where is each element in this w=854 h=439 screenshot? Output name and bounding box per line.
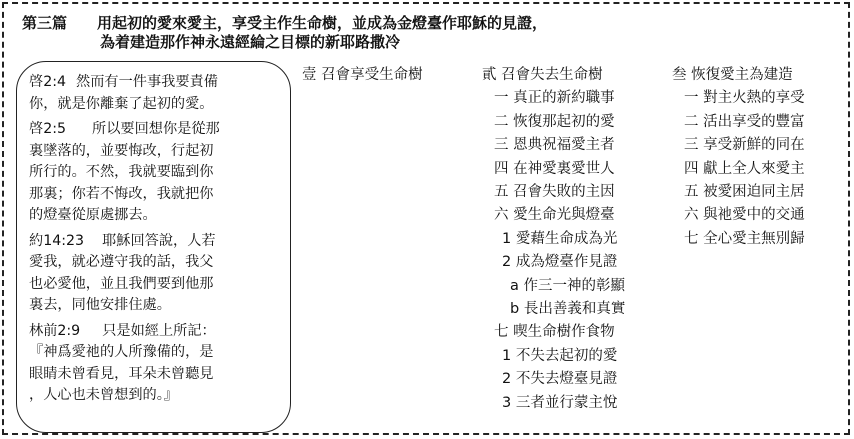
outline-subitem: 1 不失去起初的愛	[502, 347, 618, 364]
verse-text: 然而有一件事我要責備	[76, 74, 218, 90]
verse-1cor-2-9	[29, 321, 290, 407]
verse-rev-2-5	[29, 119, 290, 227]
outline-item: 一 真正的新約職事	[494, 90, 615, 107]
verse-text: 你，就是你離棄了起初的愛。	[29, 95, 214, 112]
verse-text: 只是如經上所記：	[102, 322, 216, 339]
outline-item: 三 恩典祝福愛主者	[494, 137, 615, 154]
outline-subitem: 3 三者並行蒙主悅	[502, 394, 618, 411]
verse-john-14-23	[29, 231, 290, 317]
verse-text: 所以要回想你是從那	[92, 121, 220, 137]
verse-text: 所行的。不然，我就要臨到你	[29, 164, 214, 180]
verse-text: 愛我，就必遵守我的話，我父	[29, 254, 214, 270]
verse-text: 裏墜落的，並要悔改，行起初	[29, 142, 214, 159]
outline-item: 四 在神愛裏愛世人	[494, 160, 615, 177]
scripture-box	[16, 61, 291, 433]
outline-item: 七 喫生命樹作食物	[494, 324, 615, 341]
outline-item: 一 對主火熱的享受	[684, 90, 805, 107]
part-label: 第三篇	[22, 14, 68, 32]
part-title-line-1: 用起初的愛來愛主，享受主作生命樹，並成為金燈臺作耶穌的見證，	[97, 14, 548, 32]
verse-rev-2-4	[29, 72, 290, 115]
outline-item: 六 愛生命光與燈臺	[494, 207, 615, 224]
outline-item: 六 與祂愛中的交通	[684, 207, 805, 224]
outline-item: 五 召會失敗的主因	[494, 184, 615, 201]
verse-ref: 約14:23	[29, 232, 85, 249]
header-line-1	[22, 12, 547, 33]
verse-text: 也必愛他，並且我們要到他那	[29, 275, 214, 292]
verse-ref: 啓2:5	[29, 121, 67, 137]
outline-item: 七 全心愛主無別歸	[684, 230, 805, 247]
outline-page	[2, 2, 850, 435]
outline-item: 二 恢復那起初的愛	[494, 113, 615, 130]
outline-item: 四 獻上全人來愛主	[684, 160, 805, 177]
outline-item: 三 享受新鮮的同在	[684, 137, 805, 154]
part-title-line-2: 為着建造那作神永遠經綸之目標的新耶路撒冷	[100, 33, 401, 51]
verse-text: 『神爲愛祂的人所豫備的，是	[29, 344, 214, 360]
verse-text: ，人心也未曾想到的。』	[29, 387, 178, 403]
outline-subitem: 1 愛藉生命成為光	[502, 230, 618, 247]
outline-column-1	[302, 64, 423, 87]
verse-ref: 啓2:4	[29, 74, 67, 90]
outline-column-3	[672, 64, 805, 251]
outline-column-2	[482, 64, 625, 415]
outline-subitem: 2 不失去燈臺見證	[502, 371, 618, 388]
verse-text: 那裏；你若不悔改，我就把你	[29, 185, 214, 202]
verse-ref: 林前2:9	[29, 322, 81, 339]
outline-heading-2: 貳 召會失去生命樹	[482, 67, 603, 83]
outline-subitem: 2 成為燈臺作見證	[502, 254, 618, 271]
outline-item: 五 被愛困迫同主居	[684, 184, 805, 201]
verse-text: 的燈臺從原處挪去。	[29, 207, 157, 223]
outline-heading-1: 壹 召會享受生命樹	[302, 67, 423, 83]
outline-subsubitem: a 作三一神的彰顯	[510, 277, 625, 294]
verse-text: 眼睛未曾看見，耳朵未曾聽見	[29, 365, 214, 382]
verse-text: 裏去，同他安排住處。	[29, 297, 171, 313]
verse-text: 耶穌回答說，人若	[102, 232, 216, 249]
outline-heading-3: 叁 恢復愛主為建造	[672, 67, 793, 83]
outline-subsubitem: b 長出善義和真實	[510, 301, 626, 318]
outline-item: 二 活出享受的豐富	[684, 113, 805, 130]
